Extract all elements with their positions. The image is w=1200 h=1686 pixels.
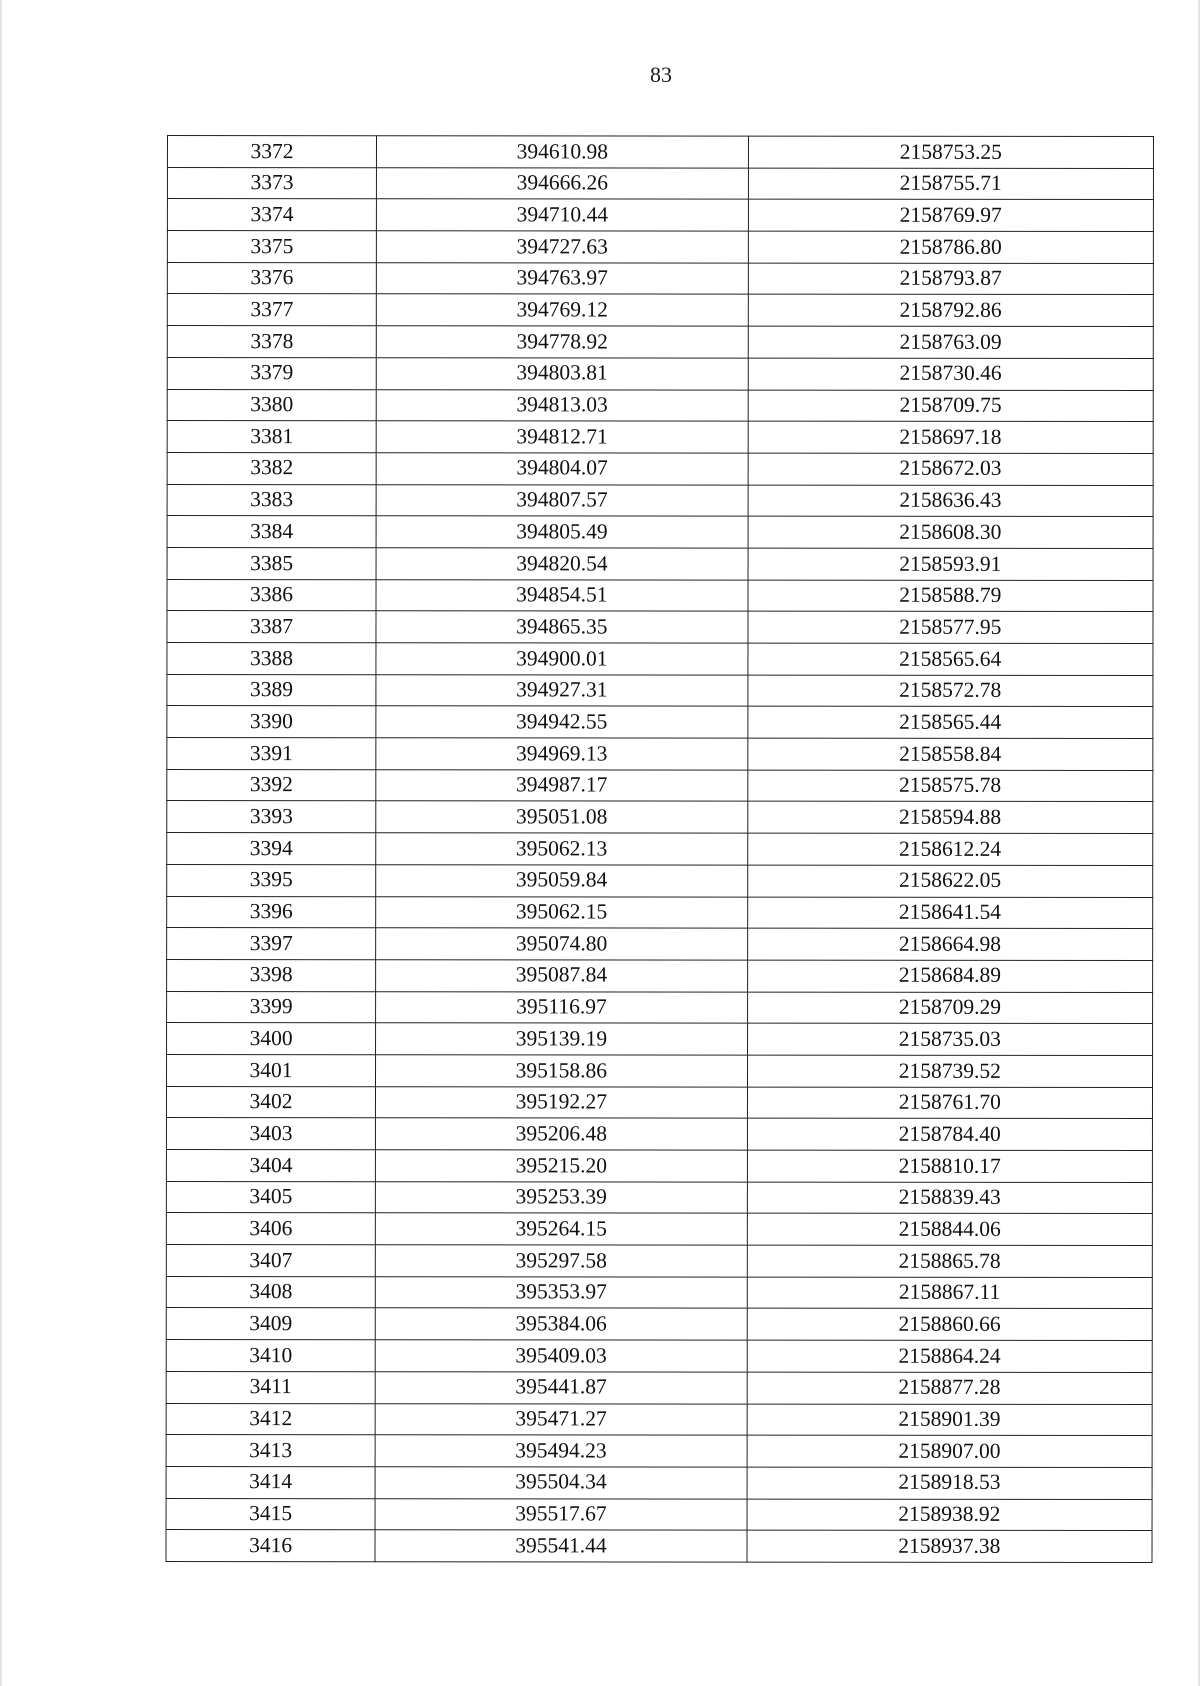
page-number: 83	[650, 62, 672, 87]
point-id-cell: 3404	[166, 1150, 375, 1182]
y-coordinate-cell: 2158937.38	[747, 1530, 1152, 1562]
point-id-cell: 3380	[167, 389, 376, 421]
table-row	[167, 706, 1153, 739]
table-row	[167, 611, 1153, 644]
x-coordinate-cell: 394727.63	[376, 231, 748, 263]
table-row	[166, 1245, 1152, 1278]
y-coordinate-cell: 2158697.18	[748, 421, 1153, 453]
x-coordinate-cell: 395062.15	[376, 896, 748, 928]
x-coordinate-cell: 395517.67	[375, 1498, 747, 1530]
table-row	[167, 991, 1153, 1024]
point-id-cell: 3376	[167, 262, 376, 294]
table-row	[166, 1403, 1152, 1436]
point-id-cell: 3407	[166, 1245, 375, 1277]
table-row	[167, 357, 1153, 390]
table-row	[167, 579, 1153, 612]
y-coordinate-cell: 2158753.25	[748, 136, 1153, 168]
point-id-cell: 3408	[166, 1276, 375, 1308]
point-id-cell: 3381	[167, 421, 376, 453]
y-coordinate-cell: 2158844.06	[747, 1213, 1152, 1245]
table-row	[166, 1276, 1152, 1309]
point-id-cell: 3411	[166, 1371, 375, 1403]
point-id-cell: 3384	[167, 516, 376, 548]
table-row	[166, 1086, 1152, 1119]
x-coordinate-cell: 394969.13	[376, 738, 748, 770]
point-id-cell: 3391	[167, 738, 376, 770]
table-row	[167, 167, 1153, 200]
x-coordinate-cell: 394804.07	[376, 453, 748, 485]
x-coordinate-cell: 394812.71	[376, 421, 748, 453]
y-coordinate-cell: 2158594.88	[747, 802, 1152, 834]
point-id-cell: 3414	[166, 1466, 375, 1498]
scan-edge-left	[0, 0, 2, 1686]
x-coordinate-cell: 394807.57	[376, 484, 748, 516]
x-coordinate-cell: 395059.84	[376, 865, 748, 897]
y-coordinate-cell: 2158565.44	[747, 706, 1152, 738]
point-id-cell: 3378	[167, 326, 376, 358]
table-row	[167, 643, 1153, 676]
table-row	[167, 326, 1153, 359]
x-coordinate-cell: 395409.03	[375, 1340, 747, 1372]
table-row	[167, 769, 1153, 802]
table-row	[167, 547, 1153, 580]
y-coordinate-cell: 2158938.92	[747, 1499, 1152, 1531]
x-coordinate-cell: 395441.87	[375, 1372, 747, 1404]
y-coordinate-cell: 2158907.00	[747, 1435, 1152, 1467]
point-id-cell: 3372	[167, 136, 376, 168]
y-coordinate-cell: 2158877.28	[747, 1372, 1152, 1404]
coordinate-table-body	[166, 136, 1153, 1563]
point-id-cell: 3393	[167, 801, 376, 833]
table-row	[167, 199, 1153, 232]
point-id-cell: 3409	[166, 1308, 375, 1340]
point-id-cell: 3398	[167, 959, 376, 991]
x-coordinate-cell: 394813.03	[376, 389, 748, 421]
x-coordinate-cell: 394942.55	[376, 706, 748, 738]
y-coordinate-cell: 2158577.95	[748, 611, 1153, 643]
x-coordinate-cell: 394610.98	[377, 136, 749, 168]
point-id-cell: 3395	[167, 864, 376, 896]
point-id-cell: 3403	[166, 1118, 375, 1150]
point-id-cell: 3389	[167, 674, 376, 706]
x-coordinate-cell: 394666.26	[377, 167, 749, 199]
point-id-cell: 3399	[167, 991, 376, 1023]
point-id-cell: 3410	[166, 1340, 375, 1372]
point-id-cell: 3386	[167, 579, 376, 611]
y-coordinate-cell: 2158641.54	[747, 897, 1152, 929]
x-coordinate-cell: 395297.58	[375, 1245, 747, 1277]
table-row	[167, 928, 1153, 961]
y-coordinate-cell: 2158588.79	[748, 580, 1153, 612]
point-id-cell: 3377	[167, 294, 376, 326]
y-coordinate-cell: 2158865.78	[747, 1245, 1152, 1277]
y-coordinate-cell: 2158572.78	[748, 675, 1153, 707]
y-coordinate-cell: 2158769.97	[748, 199, 1153, 231]
y-coordinate-cell: 2158565.64	[748, 643, 1153, 675]
y-coordinate-cell: 2158664.98	[747, 928, 1152, 960]
point-id-cell: 3387	[167, 611, 376, 643]
table-row	[167, 484, 1153, 517]
x-coordinate-cell: 395074.80	[376, 928, 748, 960]
point-id-cell: 3400	[167, 1023, 376, 1055]
table-row	[166, 1213, 1152, 1246]
y-coordinate-cell: 2158786.80	[748, 231, 1153, 263]
x-coordinate-cell: 395139.19	[376, 1023, 748, 1055]
x-coordinate-cell: 394763.97	[376, 262, 748, 294]
point-id-cell: 3390	[167, 706, 376, 738]
x-coordinate-cell: 394927.31	[376, 674, 748, 706]
x-coordinate-cell: 394865.35	[376, 611, 748, 643]
point-id-cell: 3405	[166, 1181, 375, 1213]
table-row	[166, 1498, 1152, 1531]
point-id-cell: 3412	[166, 1403, 375, 1435]
table-row	[166, 1466, 1152, 1499]
x-coordinate-cell: 394803.81	[376, 358, 748, 390]
y-coordinate-cell: 2158793.87	[748, 263, 1153, 295]
y-coordinate-cell: 2158901.39	[747, 1404, 1152, 1436]
y-coordinate-cell: 2158672.03	[748, 453, 1153, 485]
coordinate-table	[166, 135, 1154, 1563]
point-id-cell: 3374	[167, 199, 376, 231]
table-row	[167, 1023, 1153, 1056]
table-row	[166, 1530, 1152, 1563]
point-id-cell: 3388	[167, 643, 376, 675]
y-coordinate-cell: 2158792.86	[748, 295, 1153, 327]
x-coordinate-cell: 395116.97	[376, 991, 748, 1023]
point-id-cell: 3397	[167, 928, 376, 960]
point-id-cell: 3383	[167, 484, 376, 516]
x-coordinate-cell: 394820.54	[376, 548, 748, 580]
table-row	[167, 136, 1153, 169]
x-coordinate-cell: 395353.97	[375, 1276, 747, 1308]
table-row	[167, 896, 1153, 929]
point-id-cell: 3416	[166, 1530, 375, 1562]
y-coordinate-cell: 2158612.24	[747, 833, 1152, 865]
table-row	[166, 1371, 1152, 1404]
x-coordinate-cell: 395264.15	[375, 1213, 747, 1245]
y-coordinate-cell: 2158558.84	[747, 738, 1152, 770]
y-coordinate-cell: 2158739.52	[747, 1055, 1152, 1087]
point-id-cell: 3375	[167, 231, 376, 263]
y-coordinate-cell: 2158839.43	[747, 1182, 1152, 1214]
x-coordinate-cell: 395494.23	[375, 1435, 747, 1467]
table-row	[167, 1054, 1153, 1087]
point-id-cell: 3402	[166, 1086, 375, 1118]
x-coordinate-cell: 395471.27	[375, 1403, 747, 1435]
x-coordinate-cell: 395215.20	[376, 1150, 748, 1182]
y-coordinate-cell: 2158763.09	[748, 326, 1153, 358]
point-id-cell: 3385	[167, 547, 376, 579]
table-row	[167, 452, 1153, 485]
point-id-cell: 3394	[167, 833, 376, 865]
point-id-cell: 3413	[166, 1435, 375, 1467]
table-row	[166, 1340, 1152, 1373]
x-coordinate-cell: 394769.12	[376, 294, 748, 326]
x-coordinate-cell: 395541.44	[375, 1530, 747, 1562]
x-coordinate-cell: 394900.01	[376, 643, 748, 675]
table-row	[167, 959, 1153, 992]
y-coordinate-cell: 2158860.66	[747, 1309, 1152, 1341]
y-coordinate-cell: 2158864.24	[747, 1340, 1152, 1372]
table-row	[167, 801, 1153, 834]
x-coordinate-cell: 394710.44	[377, 199, 749, 231]
x-coordinate-cell: 394854.51	[376, 579, 748, 611]
x-coordinate-cell: 395051.08	[376, 801, 748, 833]
table-row	[166, 1150, 1152, 1183]
table-row	[167, 262, 1153, 295]
table-row	[167, 231, 1153, 264]
point-id-cell: 3406	[166, 1213, 375, 1245]
x-coordinate-cell: 395206.48	[376, 1118, 748, 1150]
x-coordinate-cell: 395158.86	[376, 1055, 748, 1087]
y-coordinate-cell: 2158730.46	[748, 358, 1153, 390]
y-coordinate-cell: 2158709.29	[747, 992, 1152, 1024]
y-coordinate-cell: 2158575.78	[747, 770, 1152, 802]
y-coordinate-cell: 2158593.91	[748, 548, 1153, 580]
x-coordinate-cell: 395062.13	[376, 833, 748, 865]
table-row	[167, 421, 1153, 454]
y-coordinate-cell: 2158867.11	[747, 1277, 1152, 1309]
y-coordinate-cell: 2158918.53	[747, 1467, 1152, 1499]
x-coordinate-cell: 394987.17	[376, 769, 748, 801]
y-coordinate-cell: 2158810.17	[747, 1150, 1152, 1182]
y-coordinate-cell: 2158755.71	[748, 168, 1153, 200]
table-row	[166, 1181, 1152, 1214]
table-row	[167, 833, 1153, 866]
x-coordinate-cell: 394778.92	[376, 326, 748, 358]
x-coordinate-cell: 395384.06	[375, 1308, 747, 1340]
y-coordinate-cell: 2158636.43	[748, 485, 1153, 517]
point-id-cell: 3401	[167, 1054, 376, 1086]
table-row	[167, 864, 1153, 897]
y-coordinate-cell: 2158709.75	[748, 390, 1153, 422]
x-coordinate-cell: 395192.27	[376, 1086, 748, 1118]
y-coordinate-cell: 2158735.03	[747, 1023, 1152, 1055]
x-coordinate-cell: 394805.49	[376, 516, 748, 548]
x-coordinate-cell: 395504.34	[375, 1467, 747, 1499]
point-id-cell: 3392	[167, 769, 376, 801]
table-row	[167, 738, 1153, 771]
y-coordinate-cell: 2158784.40	[747, 1118, 1152, 1150]
y-coordinate-cell: 2158684.89	[747, 960, 1152, 992]
table-row	[166, 1435, 1152, 1468]
y-coordinate-cell: 2158608.30	[748, 516, 1153, 548]
table-row	[167, 389, 1153, 422]
table-row	[167, 516, 1153, 549]
y-coordinate-cell: 2158622.05	[747, 865, 1152, 897]
point-id-cell: 3379	[167, 357, 376, 389]
point-id-cell: 3373	[167, 167, 376, 199]
y-coordinate-cell: 2158761.70	[747, 1087, 1152, 1119]
table-row	[166, 1118, 1152, 1151]
point-id-cell: 3415	[166, 1498, 375, 1530]
x-coordinate-cell: 395253.39	[375, 1181, 747, 1213]
point-id-cell: 3396	[167, 896, 376, 928]
table-row	[167, 294, 1153, 327]
x-coordinate-cell: 395087.84	[376, 960, 748, 992]
table-row	[166, 1308, 1152, 1341]
table-row	[167, 674, 1153, 707]
point-id-cell: 3382	[167, 452, 376, 484]
